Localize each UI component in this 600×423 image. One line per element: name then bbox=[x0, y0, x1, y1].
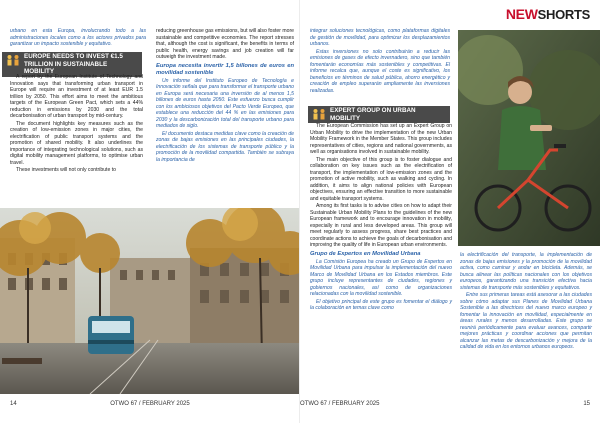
cyclist-photo bbox=[458, 30, 600, 246]
left-col2-es-p2: El documento destaca medidas clave como la creación de zonas de bajas emisiones en las principales ciudades, la electrificación de los sistemas de transporte público y la promoción de la movilidad compartida. También se subraya la importancia de bbox=[156, 130, 294, 163]
right-footer-issue: OTWO 67 / FEBRUARY 2025 bbox=[300, 401, 380, 407]
people-icon bbox=[312, 108, 326, 120]
people-icon bbox=[6, 54, 20, 66]
left-col1-p1: A report by the European Institute of Technology and Innovation says that transforming urban transport in Europe will require an investment of at least EUR 1.5 trillion by 2050. This effort aims to meet the ambitious targets of the European Green Pact, which sets a 44% reduction in emissions by 2030 and the total decarbonisation of urban transport by mid-century. bbox=[10, 74, 143, 119]
left-page-number: 14 bbox=[10, 401, 17, 407]
right-section-title: EXPERT GROUP ON URBAN MOBILITY bbox=[330, 107, 416, 122]
left-col1-body bbox=[10, 74, 143, 175]
right-es-title: Grupo de Expertos en Movilidad Urbana bbox=[310, 250, 421, 257]
right-col1-es-p2: Estas inversiones no solo contribuirán a reducir las emisiones de gases de efecto invernadero, sino que también fomentarán economías más sostenibles y competitivas. El informe recalca que, aunque el coste es significativo, los beneficios en términos de salud pública, ahorro energético y creación de empleo superarán ampliamente las inversiones realizadas. bbox=[310, 48, 450, 94]
right-es-p1: La Comisión Europea ha creado un Grupo de Expertos en Movilidad Urbana para impulsar la implementación del nuevo Marco de Movilidad Urbana en los Estados miembros. Este grupo incluye representantes de ciudades, regiones y gobiernos nacionales, así como de organizaciones relacionadas con la movilidad sostenible. bbox=[310, 258, 452, 297]
right-col1-body bbox=[310, 123, 452, 313]
right-col1-es-p1: integrar soluciones tecnológicas, como plataformas digitales de gestión de movilidad, para optimizar los desplazamientos urbanos. bbox=[310, 28, 450, 47]
left-section-title: EUROPE NEEDS TO INVEST €1.5 TRILLION IN SUSTAINABLE MOBILITY bbox=[24, 53, 123, 76]
logo-part-new: NEW bbox=[505, 6, 538, 22]
logo-part-shorts: SHORTS bbox=[537, 7, 590, 22]
right-page-number: 15 bbox=[583, 401, 590, 407]
right-col1-es bbox=[310, 28, 450, 95]
right-page bbox=[300, 0, 600, 423]
right-col1-p1: The European Commission has set up an Expert Group on Urban Mobility to drive the implementation of the new Urban Mobility Framework in the Member States. This group includes representatives of cities, regions and national governments, as well as organisations involved in sustainable mobility. bbox=[310, 123, 452, 155]
left-footer-issue: OTWO 67 / FEBRUARY 2025 bbox=[110, 401, 190, 407]
right-col1-p3: Among its first tasks is to advise cities on how to adapt their Sustainable Urban Mobility Plans to the guidelines of the new European framework and to encourage innovation in mobility, especially in rural and less developed areas. This group will meet regularly to assess progress, share best practices and coordinate actions to achieve the goals of decarbonisation and improving the quality of life in European urban environments. bbox=[310, 203, 452, 248]
left-col2 bbox=[156, 28, 294, 164]
left-col2-es-title: Europa necesita invertir 1,5 billones de euros en movilidad sostenible bbox=[156, 62, 294, 76]
street-tram-illustration bbox=[0, 208, 300, 394]
newshorts-logo bbox=[506, 6, 590, 22]
right-col2-es-p2: Entre sus primeras tareas está asesorar a las ciudades sobre cómo adaptar sus Planes de Movilidad Urbana Sostenible a las directrices del nuevo marco europeo y fomentar la innovación en movilidad, especialmente en áreas rurales y menos desarrolladas. Este grupo se reunirá periódicamente para evaluar avances, compartir mejores prácticas y coordinar acciones que permitan alcanzar las metas de descarbonización y mejora de la calidad de vida en los entornos urbanos europeos. bbox=[460, 292, 592, 350]
left-col1-intro-es: urbano en esta Europa, involucrando todo a las administraciones locales como a los actores privados para garantizar un impacto sostenible y equitativo. bbox=[10, 28, 146, 47]
left-col2-es-p1: Un informe del Instituto Europeo de Tecnología e Innovación señala que para transformar el transporte urbano en Europa será necesaria una inversión de al menos 1,5 billones de euros hasta 2050. Este esfuerzo busca cumplir con los ambiciosos objetivos del Pacto Verde Europeo, que establece una reducción del 44 % en las emisiones para 2030 y la descarbonización total del transporte urbano para mediados de siglo. bbox=[156, 77, 294, 129]
left-col1 bbox=[10, 28, 146, 49]
left-col1-p2: The document highlights key measures such as the creation of low-emission zones in major cities, the electrification of public transport systems and the promotion of shared mobility. It also underlines the importance of integrating technological solutions, such as digital mobility management platforms, to optimise urban travel. bbox=[10, 120, 143, 166]
cyclist-illustration bbox=[458, 30, 600, 246]
right-col2-es bbox=[460, 252, 592, 352]
right-es-p2: El objetivo principal de este grupo es fomentar el diálogo y la colaboración en temas clave como bbox=[310, 298, 452, 311]
left-col1-p3: These investments will not only contribute to bbox=[16, 167, 116, 173]
left-col2-p1: reducing greenhouse gas emissions, but will also foster more sustainable and competitive economies. The report stresses that, although the cost is significant, the benefits in terms of public health, energy savings and job creation will far outweigh the investment made. bbox=[156, 28, 294, 60]
right-col2-es-p1: la electrificación del transporte, la implementación de zonas de bajas emisiones y la promoción de la movilidad activa, como caminar y andar en bicicleta. Además, se busca alinear las políticas nacionales con los objetivos europeos, garantizando una transición efectiva hacia sistemas de transporte más sostenibles y equitativos. bbox=[460, 252, 592, 291]
street-tram-photo bbox=[0, 208, 300, 394]
right-section-band bbox=[308, 106, 450, 123]
right-col1-p2: The main objective of this group is to foster dialogue and collaboration on key issues such as the electrification of transport, the implementation of low-emission zones and the promotion of active mobility, such as walking and cycling. In addition, it aims to align national policies with European objectives, ensuring an effective transition to more sustainable and equitable transport systems. bbox=[310, 156, 452, 202]
